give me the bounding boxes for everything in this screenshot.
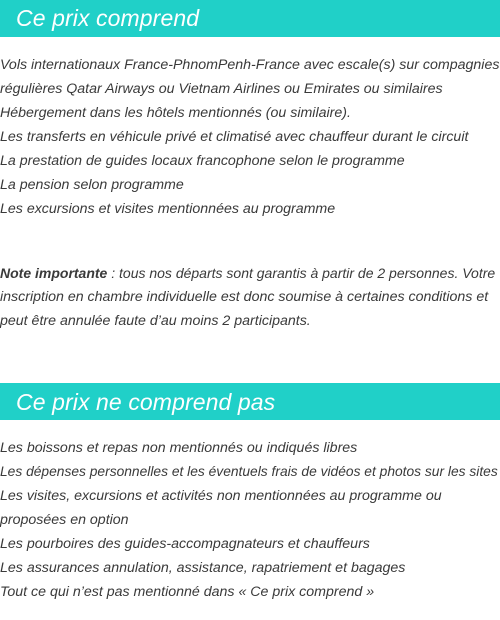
includes-line: Hébergement dans les hôtels mentionnés (ou similaire). — [0, 105, 351, 121]
includes-heading: Ce prix comprend — [0, 0, 500, 37]
note-text: : tous nos départs sont garantis à partir de 2 personnes. Votre — [107, 265, 496, 281]
note-label: Note importante — [0, 265, 108, 281]
excludes-heading: Ce prix ne comprend pas — [0, 383, 500, 420]
includes-line: régulières Qatar Airways ou Vietnam Airlines ou Emirates ou similaires — [0, 81, 443, 97]
note-line: peut être annulée faute d’au moins 2 participants. — [0, 313, 311, 329]
note-line — [0, 261, 500, 285]
excludes-line: Les assurances annulation, assistance, rapatriement et bagages — [0, 560, 406, 576]
excludes-line: Les dépenses personnelles et les éventuels frais de vidéos et photos sur les sites — [0, 464, 498, 479]
excludes-line: Tout ce qui n’est pas mentionné dans « Ce prix comprend » — [0, 584, 375, 600]
includes-line: La prestation de guides locaux francophone selon le programme — [0, 153, 405, 169]
excludes-line: Les pourboires des guides-accompagnateurs et chauffeurs — [0, 536, 370, 552]
note-line: inscription en chambre individuelle est donc soumise à certaines conditions et — [0, 289, 489, 305]
excludes-line: Les visites, excursions et activités non mentionnées au programme ou — [0, 488, 442, 504]
includes-line: La pension selon programme — [0, 177, 184, 193]
includes-line: Vols internationaux France-PhnomPenh-France avec escale(s) sur compagnies — [0, 57, 500, 73]
includes-line: Les excursions et visites mentionnées au programme — [0, 201, 336, 217]
excludes-line: proposées en option — [0, 512, 129, 528]
includes-line: Les transferts en véhicule privé et climatisé avec chauffeur durant le circuit — [0, 129, 469, 145]
excludes-line: Les boissons et repas non mentionnés ou indiqués libres — [0, 440, 358, 456]
